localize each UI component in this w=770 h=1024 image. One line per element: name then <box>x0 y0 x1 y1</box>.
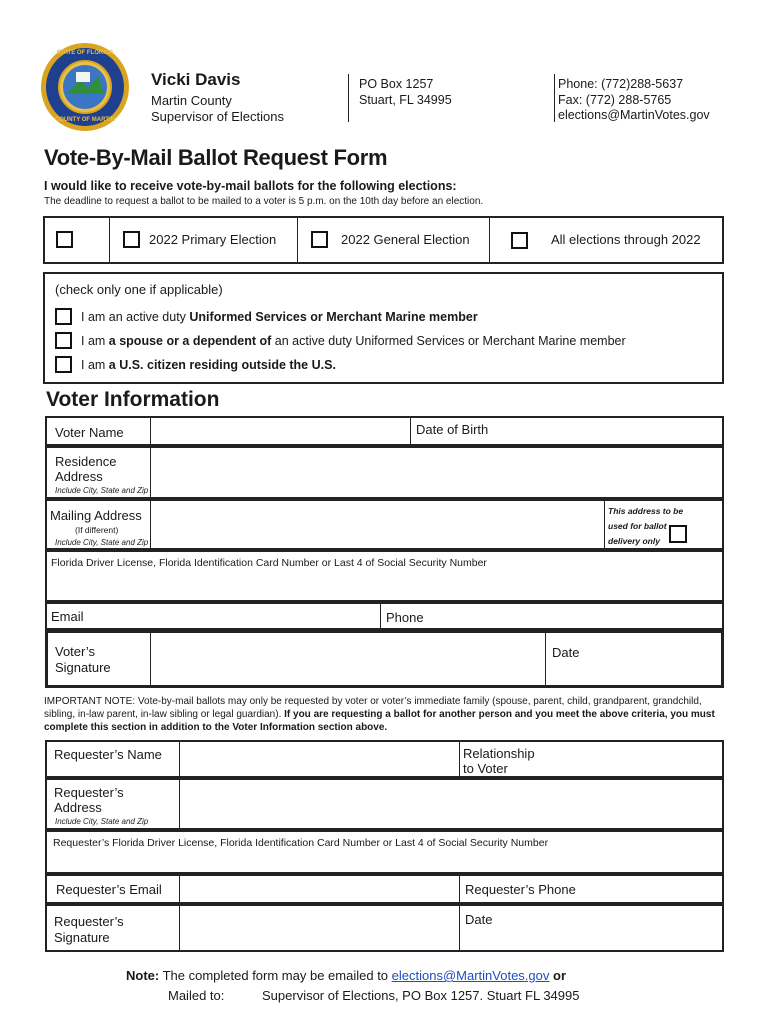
supervisor-name: Vicki Davis <box>151 70 241 89</box>
general-election-label: 2022 General Election <box>341 232 470 247</box>
voter-id-label: Florida Driver License, Florida Identification Card Number or Last 4 of Social Security Number <box>51 557 487 569</box>
header-divider-1 <box>348 74 349 122</box>
status-heading: (check only one if applicable) <box>55 282 223 297</box>
voter-date-field[interactable] <box>588 633 721 685</box>
mailing-hint: Include City, State and Zip <box>55 538 149 547</box>
requester-email-label: Requester’s Email <box>56 882 162 897</box>
requester-address-label-1: Requester’s <box>54 785 124 800</box>
status-option-2-rest: an active duty Uniformed Services or Merchant Marine member <box>271 334 626 348</box>
requester-id-label: Requester’s Florida Driver License, Florida Identification Card Number or Last 4 of Social Security Number <box>53 837 549 849</box>
requester-signature-label-2: Signature <box>54 930 110 945</box>
voter-id-row <box>45 550 724 602</box>
dob-divider <box>410 418 411 444</box>
voter-contact-row <box>45 602 724 630</box>
election-row-checkbox[interactable] <box>56 231 73 248</box>
office-title: Supervisor of Elections <box>151 109 284 124</box>
ballot-note-divider <box>604 501 605 548</box>
voter-section-title: Voter Information <box>46 388 220 411</box>
voter-signature-label-1: Voter’s <box>55 644 95 659</box>
voter-id-field[interactable] <box>47 572 722 600</box>
footer-or: or <box>549 968 567 983</box>
footer-mailed-label: Mailed to: <box>168 988 225 1003</box>
requester-date-label: Date <box>465 912 493 927</box>
footer-note <box>126 968 566 983</box>
requester-date-field[interactable] <box>507 906 722 950</box>
residence-label-1: Residence <box>55 454 117 469</box>
voter-signature-divider <box>150 633 151 685</box>
important-note <box>44 695 720 734</box>
contact-email: elections@MartinVotes.gov <box>558 108 710 122</box>
requester-name-row <box>45 740 724 778</box>
ballot-note-line1: This address to be <box>608 506 684 516</box>
status-option-1-checkbox[interactable] <box>55 308 72 325</box>
status-option-3-bold: a U.S. citizen residing outside the U.S. <box>108 358 336 372</box>
residence-label-2: Address <box>55 469 103 484</box>
election-divider-1 <box>109 218 110 262</box>
status-option-2-checkbox[interactable] <box>55 332 72 349</box>
deadline-notice: The deadline to request a ballot to be mailed to a voter is 5 p.m. on the 10th day before an election. <box>44 196 484 207</box>
voter-email-label: Email <box>51 609 84 624</box>
requester-address-divider <box>179 780 180 828</box>
fax-number: Fax: (772) 288-5765 <box>558 93 672 107</box>
status-option-1-text: I am an active duty <box>81 310 190 324</box>
residence-hint: Include City, State and Zip <box>55 486 149 495</box>
form-title: Vote-By-Mail Ballot Request Form <box>44 145 388 170</box>
seal-top-text: STATE OF FLORIDA <box>56 50 114 56</box>
election-selection-box <box>43 216 724 264</box>
voter-name-field[interactable] <box>152 418 408 444</box>
mailing-address-line2: Stuart, FL 34995 <box>359 93 452 107</box>
voter-phone-label: Phone <box>386 610 424 625</box>
dob-label: Date of Birth <box>416 422 489 437</box>
footer-note-label: Note: <box>126 968 160 983</box>
requester-name-field[interactable] <box>181 742 457 776</box>
requester-phone-divider <box>459 876 460 902</box>
footer-note-text: The completed form may be emailed to <box>159 968 392 983</box>
status-selection-box <box>43 272 724 384</box>
requester-signature-field[interactable] <box>181 906 457 950</box>
requester-date-divider <box>459 906 460 950</box>
relationship-label-1: Relationship <box>463 746 535 761</box>
requester-signature-label-1: Requester’s <box>54 914 124 929</box>
residence-address-row <box>45 446 724 499</box>
voter-signature-field[interactable] <box>152 633 542 685</box>
footer-mailed-address: Supervisor of Elections, PO Box 1257. Stuart FL 34995 <box>262 988 580 1003</box>
voter-name-label: Voter Name <box>55 425 124 440</box>
seal-bottom-text: COUNTY OF MARTIN <box>54 117 116 123</box>
relationship-divider <box>459 742 460 776</box>
voter-signature-label-2: Signature <box>55 660 111 675</box>
primary-election-label: 2022 Primary Election <box>149 232 277 247</box>
requester-name-label: Requester’s Name <box>54 747 162 762</box>
voter-phone-field[interactable] <box>432 604 722 628</box>
requester-address-hint: Include City, State and Zip <box>55 817 149 826</box>
dob-field[interactable] <box>497 418 722 444</box>
primary-election-checkbox[interactable] <box>123 231 140 248</box>
election-divider-2 <box>297 218 298 262</box>
status-option-3-checkbox[interactable] <box>55 356 72 373</box>
requester-id-row <box>45 830 724 874</box>
status-option-2-text: I am <box>81 334 109 348</box>
requester-signature-row <box>45 904 724 952</box>
mailing-sub: (If different) <box>75 525 119 535</box>
voter-name-divider <box>150 418 151 444</box>
county-name: Martin County <box>151 93 232 108</box>
requester-name-divider <box>179 742 180 776</box>
requester-email-field[interactable] <box>181 876 457 902</box>
requester-signature-divider <box>179 906 180 950</box>
ballot-note-line2: used for ballot <box>608 521 667 531</box>
status-option-3-label <box>81 358 336 373</box>
requester-address-row <box>45 778 724 830</box>
status-option-1-bold: Uniformed Services or Merchant Marine member <box>189 310 478 324</box>
requester-address-field[interactable] <box>181 780 722 828</box>
county-seal <box>40 42 130 132</box>
footer-email-link[interactable]: elections@MartinVotes.gov <box>391 968 550 983</box>
relationship-field[interactable] <box>547 742 722 776</box>
ballot-note-line3: delivery only <box>608 536 660 546</box>
header-divider-2 <box>554 74 555 122</box>
requester-id-field[interactable] <box>47 852 722 872</box>
relationship-label-2: to Voter <box>463 761 508 776</box>
voter-email-field[interactable] <box>92 604 378 628</box>
status-option-2-label <box>81 334 626 349</box>
status-option-1-label <box>81 310 478 325</box>
all-elections-label: All elections through 2022 <box>551 232 701 247</box>
voter-date-divider <box>545 633 546 685</box>
status-option-3-text: I am <box>81 358 109 372</box>
phone-number: Phone: (772)288-5637 <box>558 77 684 91</box>
mailing-address-field[interactable] <box>152 501 602 548</box>
voter-date-label: Date <box>552 645 580 660</box>
requester-contact-row <box>45 874 724 904</box>
requester-email-divider <box>179 876 180 902</box>
phone-divider <box>380 604 381 628</box>
form-intro: I would like to receive vote-by-mail ballots for the following elections: <box>44 179 457 193</box>
mailing-label: Mailing Address <box>50 508 142 523</box>
mailing-divider <box>150 501 151 548</box>
election-divider-3 <box>489 218 490 262</box>
important-note-text: IMPORTANT NOTE: Vote-by-mail ballots may only be requested by voter or voter’s immediate family (spouse, parent, child, grandparent, grandchild, sibling, in-law parent, in-law sibling or legal guardian). <box>44 696 702 720</box>
voter-signature-row <box>45 630 724 688</box>
all-elections-checkbox[interactable] <box>511 232 528 249</box>
requester-phone-field[interactable] <box>577 876 722 902</box>
requester-phone-label: Requester’s Phone <box>465 882 576 897</box>
residence-address-field[interactable] <box>152 448 722 497</box>
residence-divider <box>150 448 151 497</box>
voter-name-row <box>45 416 724 446</box>
mailing-address-row <box>45 499 724 550</box>
status-option-2-bold: a spouse or a dependent of <box>108 334 272 348</box>
important-note-bold: If you are requesting a ballot for another person and you meet the above criteria, you must complete this section in addition to the Voter Information section above. <box>44 709 715 733</box>
requester-address-label-2: Address <box>54 800 102 815</box>
mailing-address-line1: PO Box 1257 <box>359 77 434 91</box>
ballot-delivery-checkbox[interactable] <box>669 525 687 543</box>
general-election-checkbox[interactable] <box>311 231 328 248</box>
